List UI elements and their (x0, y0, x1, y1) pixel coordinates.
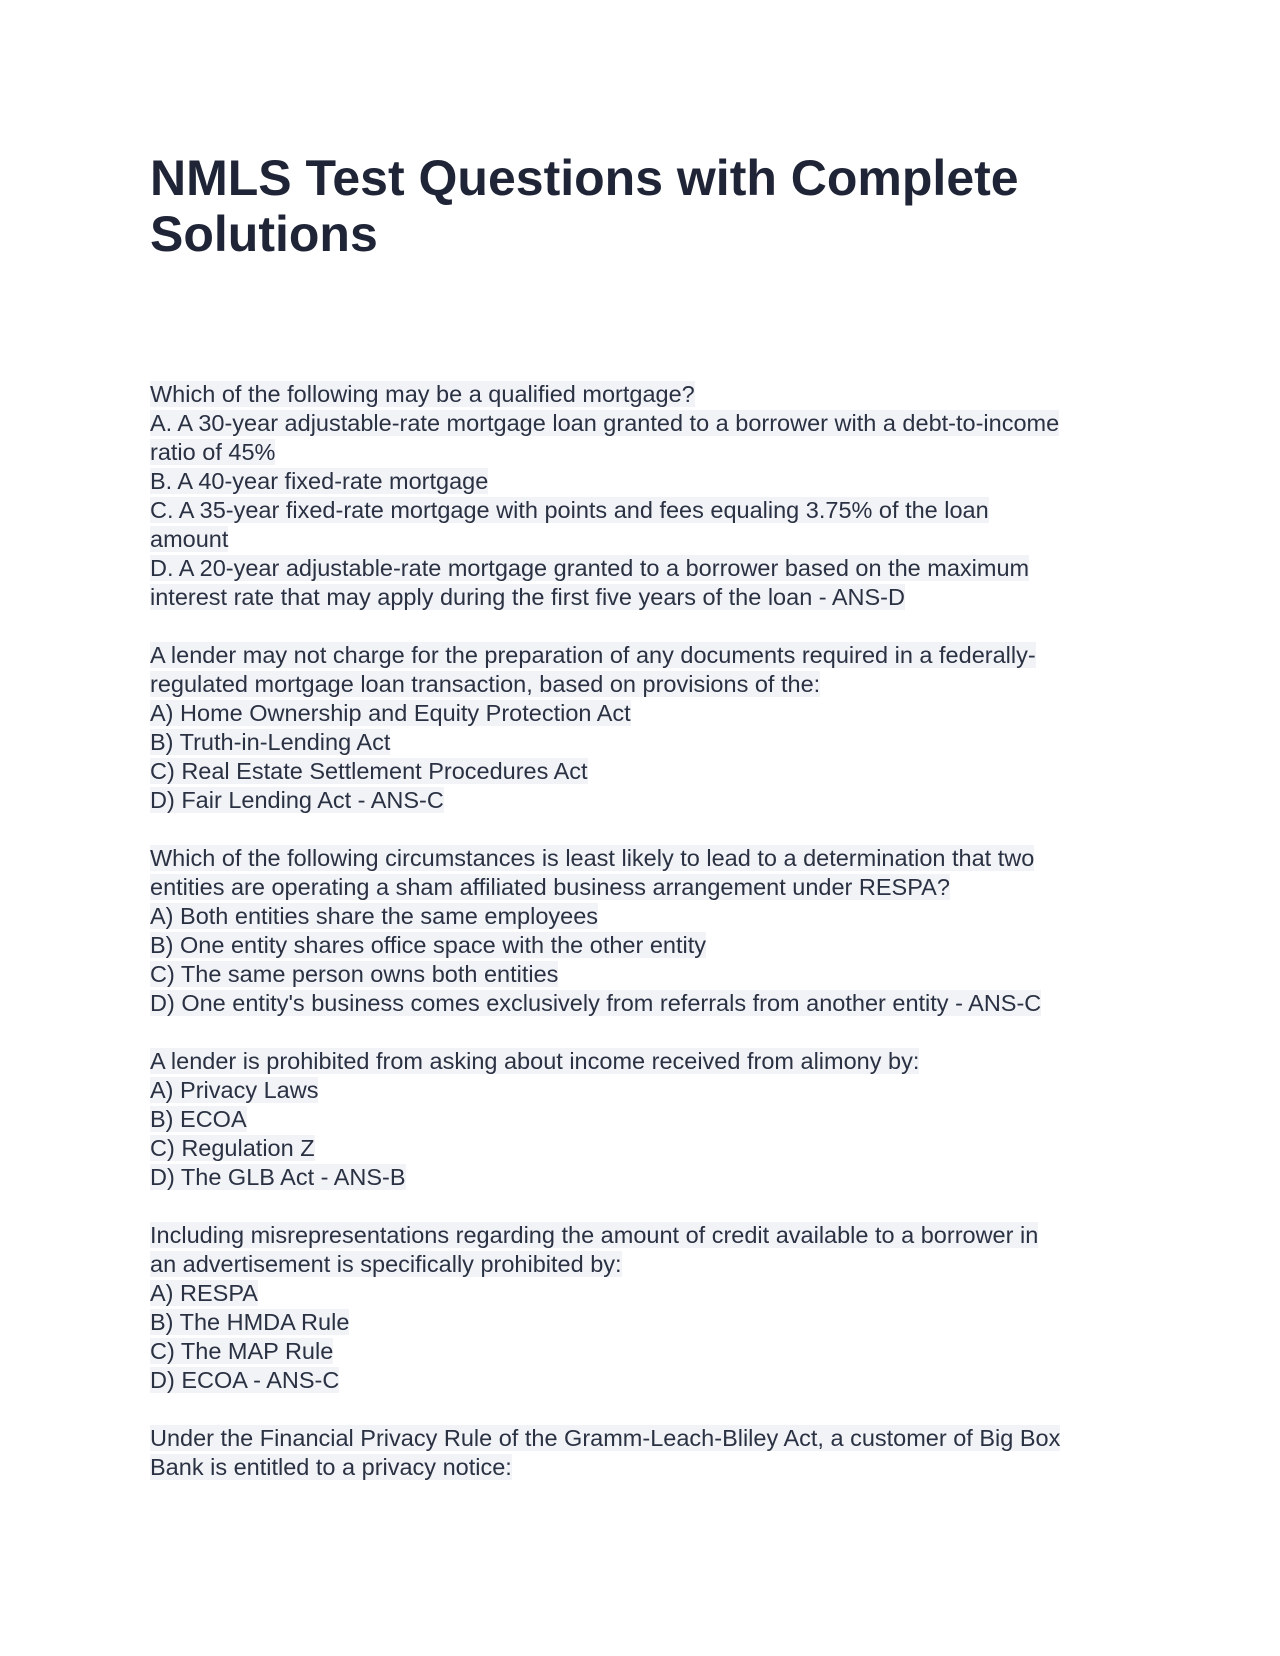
questions-list (150, 380, 1150, 1511)
answer-option: A) Home Ownership and Equity Protection Act (150, 700, 631, 726)
question-text: A lender is prohibited from asking about income received from alimony by: (150, 1048, 920, 1074)
question-block-3 (150, 844, 1150, 1018)
answer-option: C) The MAP Rule (150, 1338, 334, 1364)
answer-option: D) ECOA - ANS-C (150, 1367, 340, 1393)
answer-option: A) RESPA (150, 1280, 258, 1306)
answer-option: B) ECOA (150, 1106, 247, 1132)
question-block-6 (150, 1424, 1150, 1482)
document-title (150, 150, 1150, 262)
answer-option: B) Truth-in-Lending Act (150, 729, 391, 755)
question-text: an advertisement is specifically prohibited by: (150, 1251, 622, 1277)
answer-option: C) Regulation Z (150, 1135, 315, 1161)
answer-option: A) Privacy Laws (150, 1077, 319, 1103)
title-line: NMLS Test Questions with Complete (150, 150, 1019, 206)
answer-option: C. A 35-year fixed-rate mortgage with points and fees equaling 3.75% of the loan (150, 497, 989, 523)
answer-option: B) The HMDA Rule (150, 1309, 350, 1335)
answer-option: ratio of 45% (150, 439, 276, 465)
question-block-1 (150, 380, 1150, 612)
answer-option: amount (150, 526, 229, 552)
answer-option: interest rate that may apply during the first five years of the loan - ANS-D (150, 584, 905, 610)
question-text: A lender may not charge for the preparation of any documents required in a federally- (150, 642, 1036, 668)
question-text: Which of the following circumstances is least likely to lead to a determination that two (150, 845, 1035, 871)
answer-option: B. A 40-year fixed-rate mortgage (150, 468, 489, 494)
title-line: Solutions (150, 206, 378, 262)
answer-option: A. A 30-year adjustable-rate mortgage loan granted to a borrower with a debt-to-income (150, 410, 1060, 436)
answer-option: B) One entity shares office space with the other entity (150, 932, 707, 958)
question-text: regulated mortgage loan transaction, based on provisions of the: (150, 671, 821, 697)
answer-option: D) Fair Lending Act - ANS-C (150, 787, 444, 813)
answer-option: D. A 20-year adjustable-rate mortgage granted to a borrower based on the maximum (150, 555, 1030, 581)
answer-option: A) Both entities share the same employees (150, 903, 599, 929)
question-block-4 (150, 1047, 1150, 1192)
question-text: Including misrepresentations regarding the amount of credit available to a borrower in (150, 1222, 1039, 1248)
question-block-2 (150, 641, 1150, 815)
question-text: entities are operating a sham affiliated business arrangement under RESPA? (150, 874, 950, 900)
question-text: Which of the following may be a qualified mortgage? (150, 381, 695, 407)
answer-option: C) The same person owns both entities (150, 961, 559, 987)
question-text: Bank is entitled to a privacy notice: (150, 1454, 512, 1480)
question-block-5 (150, 1221, 1150, 1395)
answer-option: D) One entity's business comes exclusively from referrals from another entity - ANS-C (150, 990, 1042, 1016)
question-text: Under the Financial Privacy Rule of the Gramm-Leach-Bliley Act, a customer of Big Box (150, 1425, 1061, 1451)
answer-option: D) The GLB Act - ANS-B (150, 1164, 406, 1190)
answer-option: C) Real Estate Settlement Procedures Act (150, 758, 588, 784)
